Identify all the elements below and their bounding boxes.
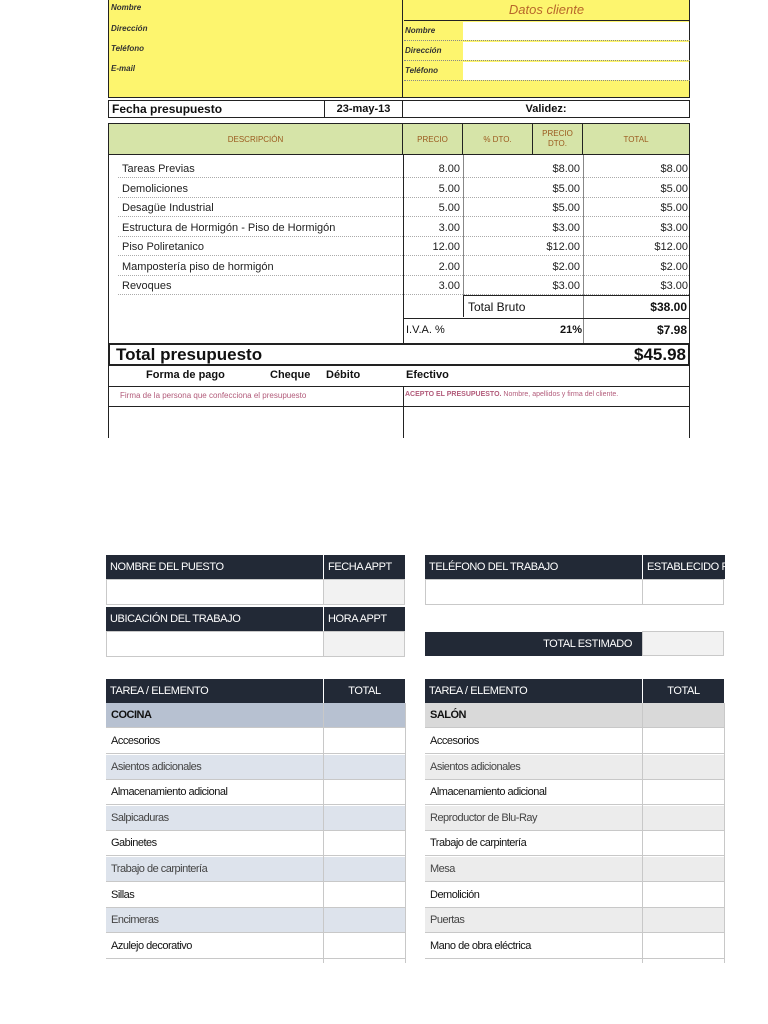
- col-price: PRECIO: [403, 123, 463, 155]
- left_table-total-cell[interactable]: [323, 934, 405, 959]
- left_table-total-cell[interactable]: [323, 908, 405, 933]
- right-task-header: TAREA / ELEMENTO: [425, 679, 642, 703]
- client-dotted-1: [404, 40, 690, 41]
- validity-label: Validez:: [403, 100, 690, 118]
- left_table-total-cell[interactable]: [323, 806, 405, 831]
- item-description: Tareas Previas: [122, 163, 195, 175]
- payment-efectivo[interactable]: Efectivo: [406, 369, 449, 381]
- item-price: 5.00: [438, 202, 460, 214]
- item-description: Demoliciones: [122, 182, 189, 195]
- signature-right-border: [689, 407, 690, 438]
- appt-date-field[interactable]: [323, 579, 405, 605]
- left_table-total-cell[interactable]: [323, 857, 405, 882]
- left_table-total-cell[interactable]: [323, 755, 405, 780]
- items-right-border: [689, 155, 690, 343]
- client-address-field[interactable]: [463, 42, 689, 60]
- item-price: 8.00: [438, 163, 460, 175]
- signature-right-box[interactable]: [405, 408, 688, 438]
- item-total: $3.00: [660, 280, 688, 292]
- item-total: $2.00: [660, 260, 688, 273]
- header-divider: [402, 0, 403, 98]
- client-title: Datos cliente: [508, 2, 585, 17]
- client-phone-field[interactable]: [463, 62, 689, 80]
- item-description: Estructura de Hormigón - Piso de Hormigón: [122, 221, 336, 234]
- item-description: Revoques: [122, 280, 172, 292]
- right_table-row: Mesa: [425, 857, 643, 882]
- item-price-dto: $3.00: [552, 221, 580, 234]
- grand-total-value: $45.98: [634, 345, 686, 364]
- item-price-dto: $8.00: [552, 163, 580, 175]
- left_table-row: Almacenamiento adicional: [106, 780, 324, 805]
- job-name-field[interactable]: [106, 579, 324, 605]
- items-left-border: [108, 155, 109, 343]
- date-label: Fecha presupuesto: [108, 100, 325, 118]
- job-name-header: NOMBRE DEL PUESTO: [106, 555, 323, 579]
- item-total: $3.00: [660, 221, 688, 234]
- right-right-border: [724, 703, 725, 963]
- right_table-total-cell[interactable]: [642, 806, 724, 831]
- total-bruto-label: Total Bruto: [463, 295, 583, 317]
- right_table-row: Almacenamiento adicional: [425, 780, 643, 805]
- col-description: DESCRIPCIÓN: [108, 123, 403, 155]
- appt-time-field[interactable]: [323, 631, 405, 657]
- client-phone-label: Teléfono: [405, 66, 439, 75]
- signature-left-border: [108, 407, 109, 438]
- right_table-total-cell[interactable]: [642, 857, 724, 882]
- item-price-dto: $5.00: [552, 182, 580, 195]
- right_table-total-cell[interactable]: [642, 883, 724, 908]
- col-price-dto: PRECIO DTO.: [533, 123, 583, 155]
- left_table-row: Accesorios: [106, 729, 324, 754]
- item-row-rule: [118, 197, 689, 198]
- payment-cheque[interactable]: Cheque: [270, 369, 311, 381]
- item-total: $8.00: [660, 163, 688, 175]
- item-row-rule: [118, 236, 689, 237]
- item-row-rule: [118, 216, 689, 217]
- right_table-total-cell[interactable]: [642, 780, 724, 805]
- item-price: 12.00: [432, 241, 460, 253]
- item-price-dto: $12.00: [546, 241, 580, 253]
- iva-rate[interactable]: 21%: [559, 324, 582, 336]
- sender-email-label: E-mail: [111, 64, 136, 73]
- client-dotted-3: [404, 80, 690, 81]
- sender-name-label: Nombre: [111, 3, 142, 12]
- total-bruto-value: $38.00: [583, 295, 689, 317]
- total-estimate-field[interactable]: [642, 631, 724, 656]
- iva-label: I.V.A. %: [406, 324, 445, 336]
- payment-label: Forma de pago: [146, 369, 225, 381]
- left-section-cocina: COCINA: [106, 703, 405, 728]
- appt-date-header: FECHA APPT: [324, 555, 405, 579]
- job-phone-field[interactable]: [425, 579, 643, 605]
- right-section-salon: SALÓN: [425, 703, 724, 728]
- left_table-row: Encimeras: [106, 908, 324, 933]
- accept-detail: Nombre, apellidos y firma del cliente.: [501, 391, 619, 398]
- client-address-label: Dirección: [405, 46, 442, 55]
- item-total: $5.00: [660, 202, 688, 214]
- item-price: 5.00: [438, 182, 460, 195]
- right_table-total-cell[interactable]: [642, 831, 724, 856]
- payment-debito[interactable]: Débito: [326, 369, 361, 381]
- right_table-total-cell[interactable]: [642, 755, 724, 780]
- date-value[interactable]: 23-may-13: [325, 100, 403, 118]
- col-total: TOTAL: [583, 123, 690, 155]
- left-task-header: TAREA / ELEMENTO: [106, 679, 323, 703]
- totals-left-border: [403, 295, 404, 343]
- left_table-total-cell[interactable]: [323, 729, 405, 754]
- item-row-rule: [118, 294, 689, 295]
- item-row-rule: [118, 177, 689, 178]
- job-phone-header: TELÉFONO DEL TRABAJO: [425, 555, 642, 579]
- client-name-label: Nombre: [405, 26, 436, 35]
- left-right-border: [405, 703, 406, 963]
- client-title-rule: [404, 20, 690, 21]
- item-description: Piso Poliretanico: [122, 241, 204, 253]
- right_table-row: Accesorios: [425, 729, 643, 754]
- right_table-row: Demolición: [425, 883, 643, 908]
- item-total: $12.00: [654, 241, 688, 253]
- left-total-header: TOTAL: [324, 679, 405, 703]
- signature-left-box[interactable]: [110, 408, 402, 438]
- left_table-total-cell[interactable]: [323, 883, 405, 908]
- right_table-row: Asientos adicionales: [425, 755, 643, 780]
- established-by-header: ESTABLECIDO PO: [643, 555, 725, 579]
- left-col-divider: [323, 703, 324, 963]
- left_table-row: Salpicaduras: [106, 806, 324, 831]
- total-estimate-header: TOTAL ESTIMADO: [425, 632, 642, 656]
- signature-right-text: [405, 391, 618, 398]
- left_table-row: Gabinetes: [106, 831, 324, 856]
- item-price: 3.00: [438, 280, 460, 292]
- established-by-field[interactable]: [642, 579, 724, 605]
- signature-divider: [403, 387, 404, 438]
- right_table-total-cell[interactable]: [642, 908, 724, 933]
- left_table-total-cell[interactable]: [323, 780, 405, 805]
- accept-text: ACEPTO EL PRESUPUESTO.: [405, 391, 502, 398]
- client-dotted-2: [404, 60, 690, 61]
- item-price-dto: $3.00: [552, 280, 580, 292]
- right_table-row: Puertas: [425, 908, 643, 933]
- left_table-total-cell[interactable]: [323, 831, 405, 856]
- right_table-row: Trabajo de carpintería: [425, 831, 643, 856]
- item-price: 2.00: [438, 260, 460, 273]
- sender-phone-label: Teléfono: [111, 44, 145, 53]
- item-row-rule: [118, 275, 689, 276]
- appt-time-header: HORA APPT: [324, 607, 405, 631]
- client-name-field[interactable]: [463, 22, 689, 40]
- item-description: Desagüe Industrial: [122, 202, 214, 214]
- iva-value: $7.98: [656, 323, 687, 337]
- right-total-header: TOTAL: [643, 679, 724, 703]
- item-total: $5.00: [660, 182, 688, 195]
- item-description: Mampostería piso de hormigón: [122, 260, 274, 273]
- item-price-dto: $5.00: [552, 202, 580, 214]
- left_table-row: Sillas: [106, 883, 324, 908]
- right_table-total-cell[interactable]: [642, 934, 724, 959]
- signature-left-text: Firma de la persona que confecciona el presupuesto: [120, 391, 307, 400]
- right_table-row: Mano de obra eléctrica: [425, 934, 643, 959]
- left_table-row: Azulejo decorativo: [106, 934, 324, 959]
- sender-address-label: Dirección: [111, 24, 148, 33]
- job-location-field[interactable]: [106, 631, 324, 657]
- grand-total-label: Total presupuesto: [116, 345, 263, 364]
- left_table-row: Trabajo de carpintería: [106, 857, 324, 882]
- quote-sheet: [108, 0, 690, 438]
- item-price: 3.00: [438, 221, 460, 234]
- right-col-divider: [642, 703, 643, 963]
- col-discount: % DTO.: [463, 123, 533, 155]
- item-price-dto: $2.00: [552, 260, 580, 273]
- left_table-row: Asientos adicionales: [106, 755, 324, 780]
- job-location-header: UBICACIÓN DEL TRABAJO: [106, 607, 323, 631]
- item-row-rule: [118, 255, 689, 256]
- right_table-total-cell[interactable]: [642, 729, 724, 754]
- right_table-row: Reproductor de Blu-Ray: [425, 806, 643, 831]
